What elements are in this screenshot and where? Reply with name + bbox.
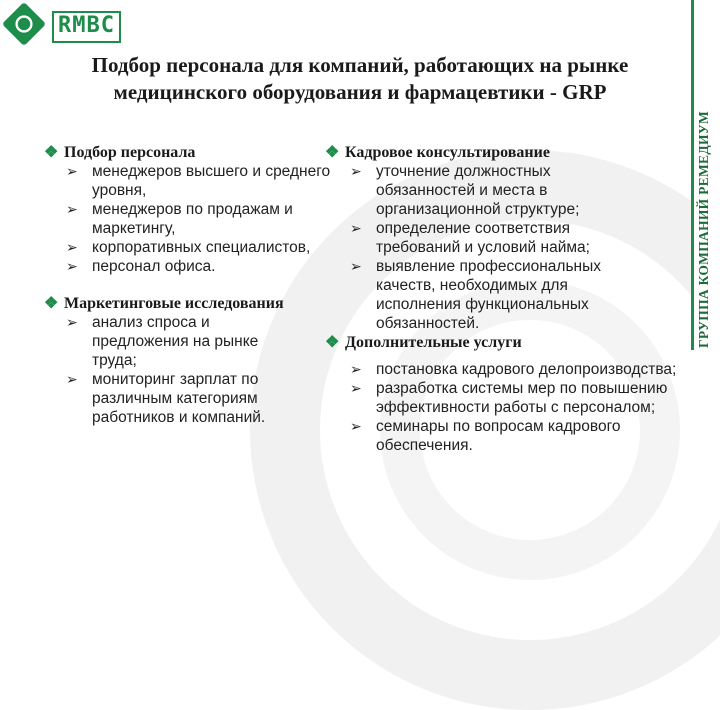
arrow-bullet-icon: ➢ [66,258,78,274]
arrow-bullet-icon: ➢ [66,201,78,217]
consulting-list [325,162,635,333]
list-item-text: постановка кадрового делопроизводства; [376,361,677,378]
section-heading-consulting [325,143,720,162]
section-heading-extra-text: Дополнительные услуги [345,334,522,351]
page-title [40,52,680,106]
section-heading-extra [325,333,720,352]
list-item-text: выявление профессиональных качеств, необходимых для исполнения функциональных обязанностей. [376,258,601,332]
list-item [44,313,304,370]
page-title-line-1: Подбор персонала для компаний, работающих на рынке [91,53,629,77]
diamond-bullet-icon: ❖ [325,144,340,161]
logo-text: RMBC [52,11,121,43]
list-item-text: семинары по вопросам кадрового обеспечения. [376,418,621,454]
list-item-text: менеджеров высшего и среднего уровня, [92,163,331,199]
arrow-bullet-icon: ➢ [350,220,362,236]
section-heading-marketing-text: Маркетинговые исследования [64,295,284,312]
list-item [325,219,635,257]
list-item [325,417,717,455]
list-item [325,162,635,219]
arrow-bullet-icon: ➢ [66,239,78,255]
extra-list [325,360,717,455]
list-item [44,200,334,238]
section-heading-recruitment [44,143,334,162]
list-item [325,379,717,417]
list-item [44,162,334,200]
list-item [44,257,334,276]
list-item-text: персонал офиса. [92,258,216,275]
list-item-text: мониторинг зарплат по различным категориям работников и компаний. [92,371,266,426]
recruitment-list [44,162,334,276]
diamond-bullet-icon: ❖ [44,295,59,312]
diamond-bullet-icon: ❖ [44,144,59,161]
list-item [325,360,717,379]
arrow-bullet-icon: ➢ [350,418,362,434]
list-item-text: определение соответствия требований и условий найма; [376,220,590,256]
section-heading-recruitment-text: Подбор персонала [64,144,196,161]
list-item-text: менеджеров по продажам и маркетингу, [92,201,293,237]
rmbc-diamond-logo-icon [2,2,46,46]
section-heading-consulting-text: Кадровое консультирование [345,144,550,161]
arrow-bullet-icon: ➢ [66,314,78,330]
list-item-text: корпоративных специалистов, [92,239,311,256]
left-column [44,143,334,427]
arrow-bullet-icon: ➢ [350,361,362,377]
arrow-bullet-icon: ➢ [350,258,362,274]
list-item [44,370,304,427]
list-item-text: разработка системы мер по повышению эффективности работы с персоналом; [376,380,668,416]
logo-ring [12,12,36,36]
list-item [325,257,635,333]
arrow-bullet-icon: ➢ [350,380,362,396]
arrow-bullet-icon: ➢ [66,371,78,387]
arrow-bullet-icon: ➢ [350,163,362,179]
list-item-text: анализ спроса и предложения на рынке труда; [92,314,259,369]
list-item [44,238,334,257]
marketing-list [44,313,304,427]
side-banner-text: ГРУППА КОМПАНИЙ РЕМЕДИУМ [696,111,711,348]
list-item-text: уточнение должностных обязанностей и места в организационной структуре; [376,163,580,218]
arrow-bullet-icon: ➢ [66,163,78,179]
page-title-line-2: медицинского оборудования и фармацевтики - GRP [113,80,607,104]
section-heading-marketing [44,294,334,313]
diamond-bullet-icon: ❖ [325,334,340,351]
right-column [325,143,720,455]
